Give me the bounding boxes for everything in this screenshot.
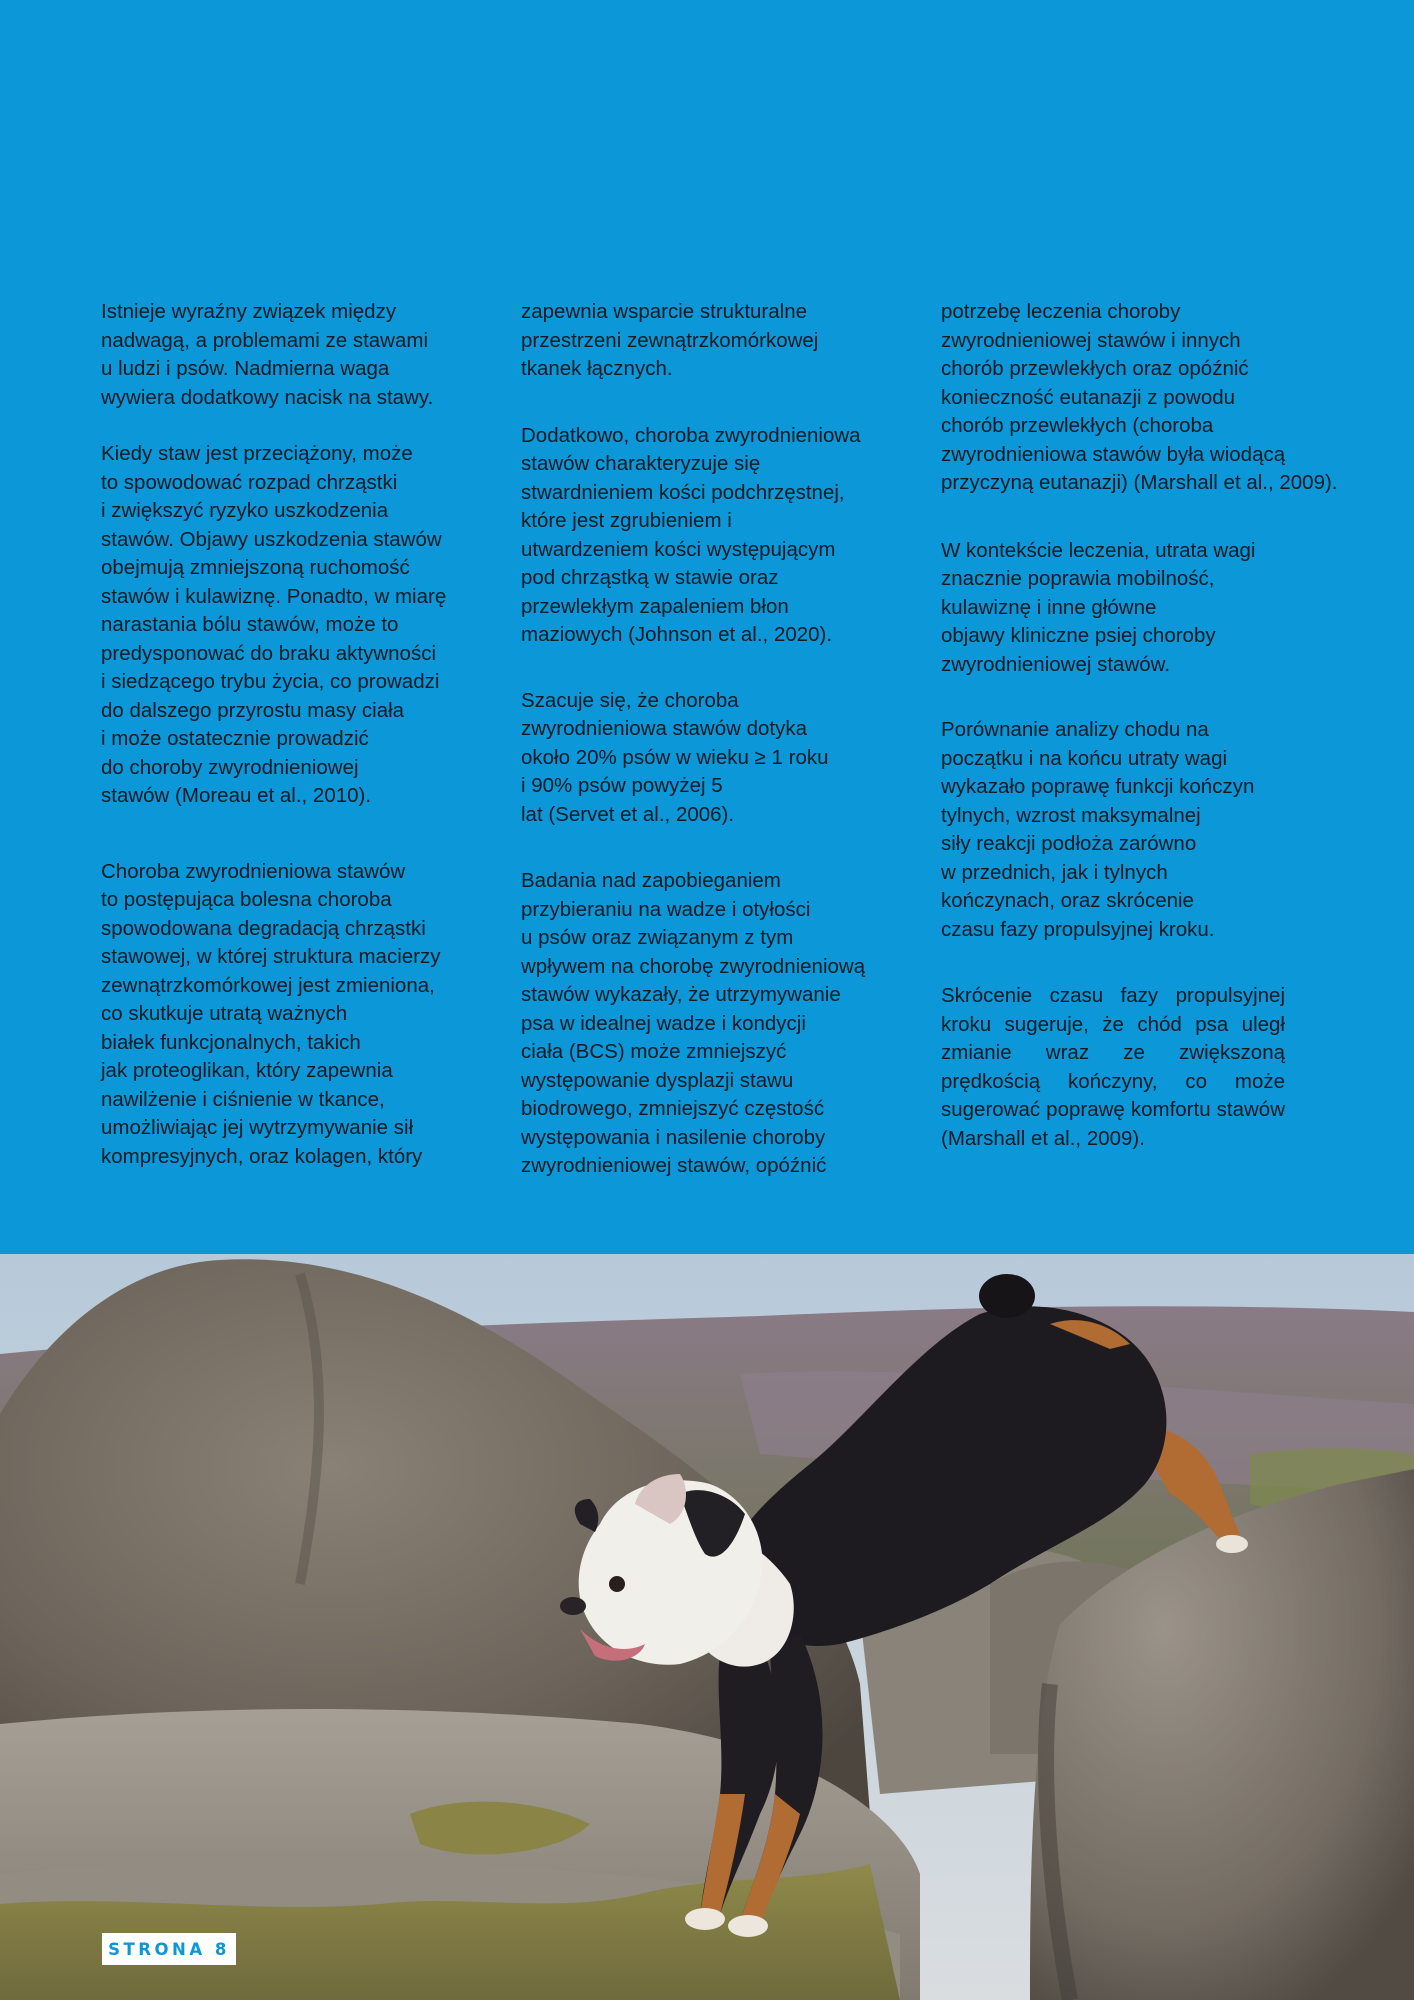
dog-jumping-off-rock-icon	[0, 1254, 1414, 2000]
paragraph: Badania nad zapobieganiem przybieraniu na wadze i otyłości u psów oraz związanym z tym wpływem na chorobę zwyrodnieniową stawów wykazały, że utrzymywanie psa w idealnej wadze i kondycji ciała (BCS) może zmniejszyć występowanie dysplazji stawu biodrowego, zmniejszyć częstość występowania i nasilenie choroby zwyrodnieniowej stawów, opóźnić	[521, 869, 866, 1177]
paragraph: Skrócenie czasu fazy propulsyjnej kroku sugeruje, że chód psa uległ zmianie wraz ze zwiększoną prędkością kończyny, co może sugerować poprawę komfortu stawów (Marshall et al., 2009).	[941, 984, 1285, 1150]
paragraph: potrzebę leczenia choroby zwyrodnieniowej stawów i innych chorób przewlekłych oraz opóźnić konieczność eutanazji z powodu chorób przewlekłych (choroba zwyrodnieniowa stawów była wiodącą przyczyną eutanazji) (Marshall et al., 2009).	[941, 300, 1338, 494]
paragraph: Porównanie analizy chodu na początku i na końcu utraty wagi wykazało poprawę funkcji kończyn tylnych, wzrost maksymalnej siły reakcji podłoża zarówno w przednich, jak i tylnych kończynach, oraz skrócenie czasu fazy propulsyjnej kroku.	[941, 718, 1255, 941]
text-column-2	[521, 298, 936, 1181]
paragraph: Kiedy staw jest przeciążony, może to spowodować rozpad chrząstki i zwiększyć ryzyko uszkodzenia stawów. Objawy uszkodzenia stawów obejmują zmniejszoną ruchomość stawów i kulawiznę. Ponadto, w miarę narastania bólu stawów, może to predysponować do braku aktywności i siedzącego trybu życia, co prowadzi do dalszego przyrostu masy ciała i może ostatecznie prowadzić do choroby zwyrodnieniowej stawów (Moreau et al., 2010).	[101, 442, 447, 807]
paragraph: W kontekście leczenia, utrata wagi znacznie poprawia mobilność, kulawiznę i inne główne objawy kliniczne psiej choroby zwyrodnieniowej stawów.	[941, 538, 1256, 676]
page-number-label: STRONA 8	[102, 1933, 236, 1965]
paragraph: zapewnia wsparcie strukturalne przestrzeni zewnątrzkomórkowej tkanek łącznych.	[521, 300, 819, 380]
paragraph: Szacuje się, że choroba zwyrodnieniowa stawów dotyka około 20% psów w wieku ≥ 1 roku i 90% psów powyżej 5 lat (Servet et al., 2006).	[521, 688, 829, 826]
dog-photo	[0, 1254, 1414, 2000]
paragraph: Istnieje wyraźny związek między nadwagą, a problemami ze stawami u ludzi i psów. Nadmierna waga wywiera dodatkowy nacisk na stawy.	[101, 300, 434, 409]
text-column-3	[941, 298, 1381, 1153]
paragraph: Dodatkowo, choroba zwyrodnieniowa stawów charakteryzuje się stwardnieniem kości podchrzęstnej, które jest zgrubieniem i utwardzeniem kości występującym pod chrząstką w stawie oraz przewlekłym zapaleniem błon maziowych (Johnson et al., 2020).	[521, 423, 861, 646]
paragraph: Choroba zwyrodnieniowa stawów to postępująca bolesna choroba spowodowana degradacją chrząstki stawowej, w której struktura macierzy zewnątrzkomórkowej jest zmieniona, co skutkuje utratą ważnych białek funkcjonalnych, takich jak proteoglikan, który zapewnia nawilżenie i ciśnienie w tkance, umożliwiając jej wytrzymywanie sił kompresyjnych, oraz kolagen, który	[101, 859, 441, 1168]
text-column-1	[101, 298, 506, 1171]
